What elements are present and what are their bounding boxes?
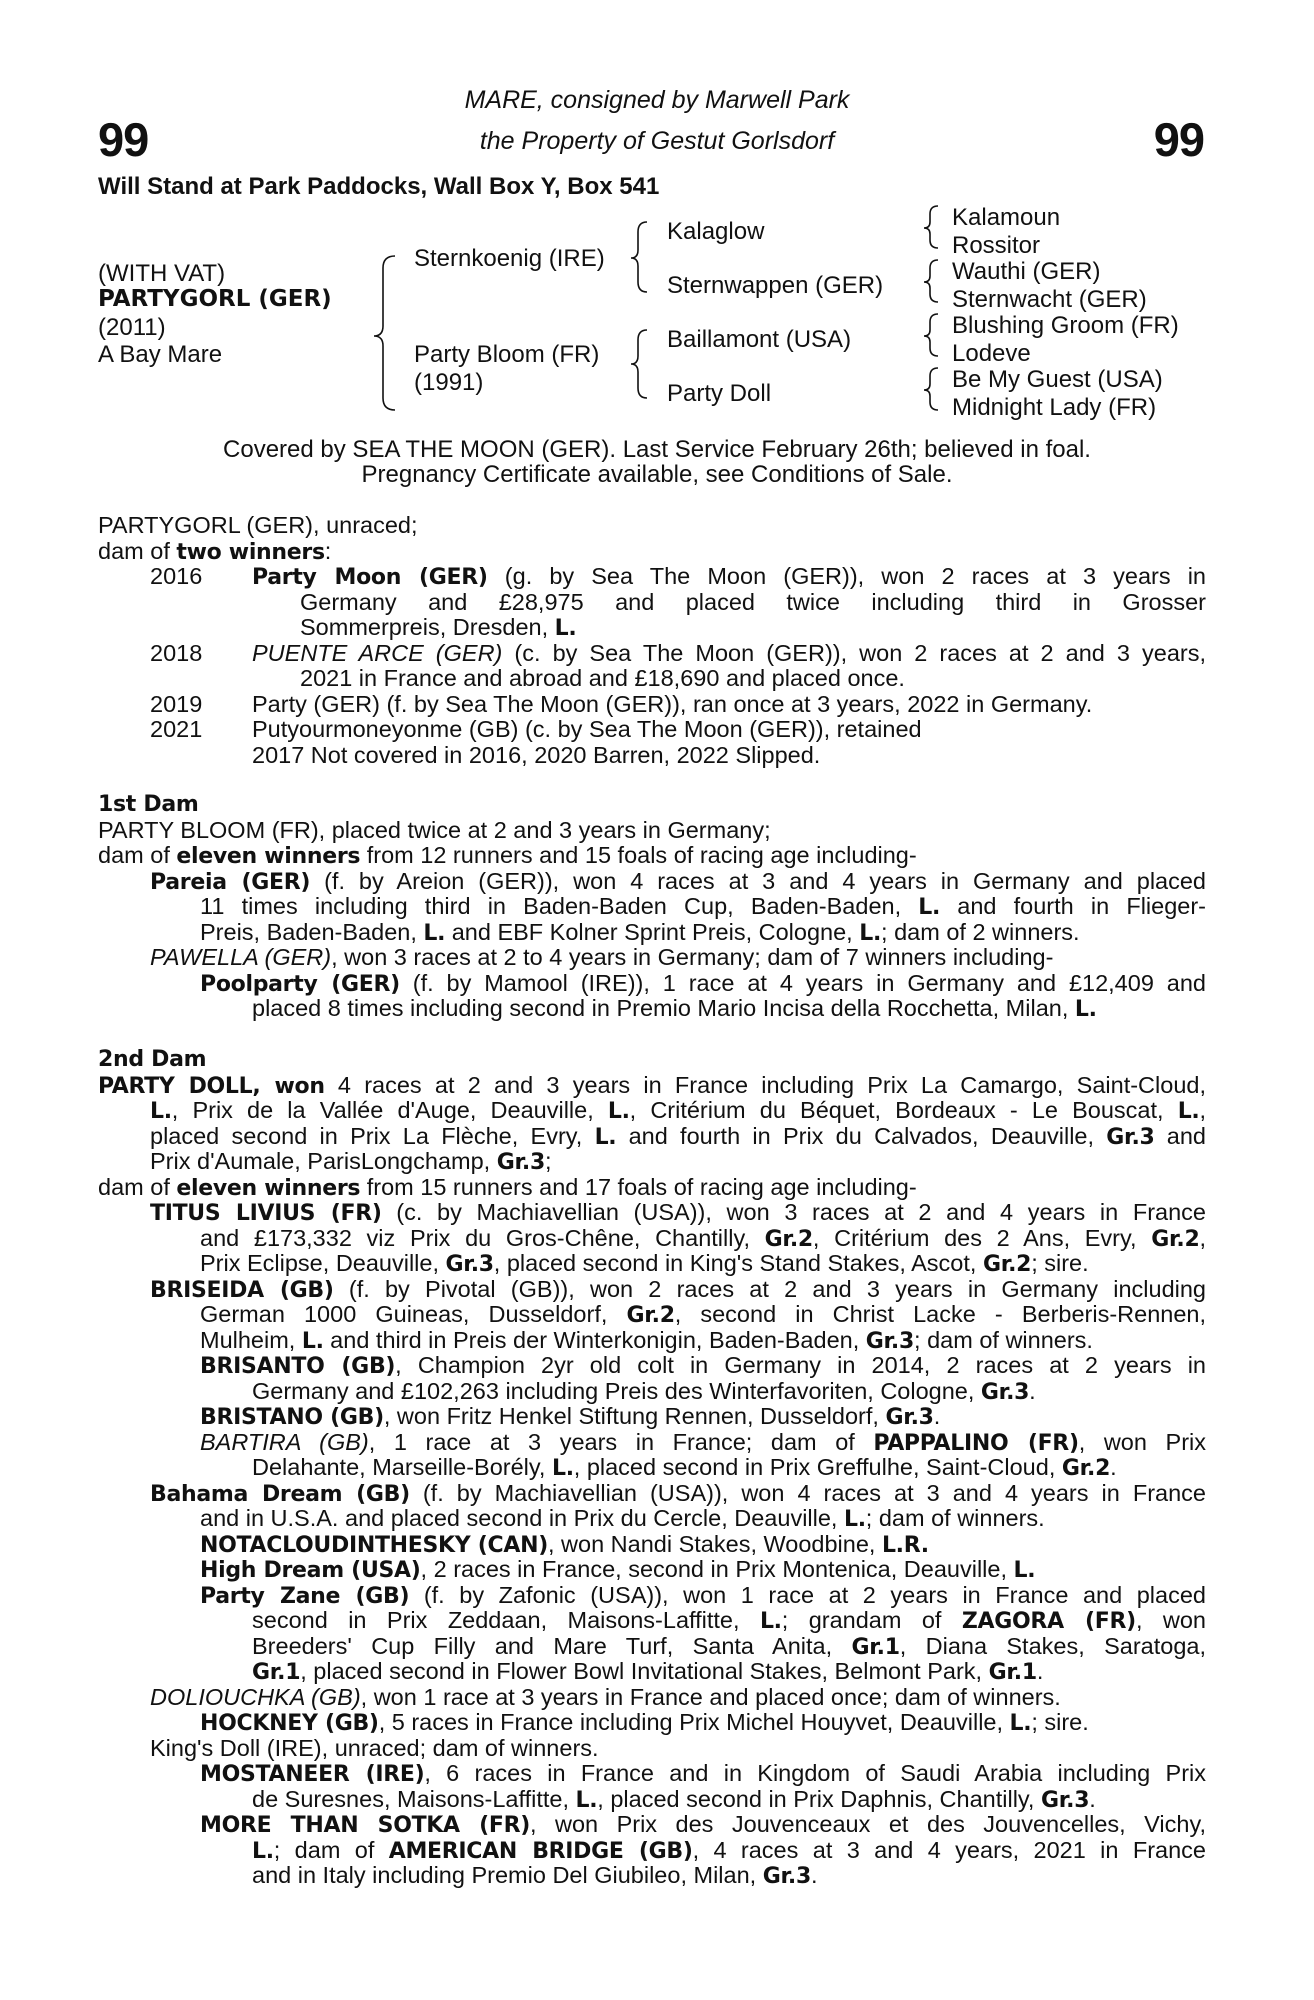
ancestor-6: Lodeve (952, 340, 1031, 367)
consignor-line: MARE, consigned by Marwell Park (464, 86, 850, 114)
produce-section: PARTYGORL (GER), unraced; dam of two winners: 2016 Party Moon (GER) (g. by Sea The Moon (GER)), won 2 races at 3 years in Germany and £28,975 and placed twice including third in Grosser Sommerpreis, Dresden, L. 2018 PUENTE ARCE (GER) (c. by Sea The Moon (GER)), won 2 races at 2 and 3 years, 2021 in France and abroad and £18,690 and placed once. 2019 Party (GER) (f. by Sea The Moon (GER)), ran once at 3 years, 2022 in Germany. 2021 Putyourmoneyonme (GB) (c. by Sea The Moon (GER)), retained 2017 Not covered in 2016, 2020 Barren, 2022 Slipped. (98, 512, 1206, 768)
dam-sire: Baillamont (USA) (667, 326, 852, 353)
produce-dam-of: dam of two winners: (98, 537, 332, 565)
ancestor-5: Blushing Groom (FR) (952, 312, 1179, 339)
dam-year: (1991) (414, 369, 484, 396)
produce-2018: 2018 PUENTE ARCE (GER) (c. by Sea The Moon (GER)), won 2 races at 2 and 3 years, (150, 639, 1206, 666)
ancestor-8: Midnight Lady (FR) (952, 394, 1157, 421)
ancestor-1: Kalamoun (952, 204, 1061, 231)
pregnancy-line: Pregnancy Certificate available, see Conditions of Sale. (361, 461, 953, 488)
produce-2016: 2016 Party Moon (GER) (g. by Sea The Moon (GER)), won 2 races at 3 years in (150, 563, 1206, 590)
stand-location: Will Stand at Park Paddocks, Wall Box Y, Box 541 (98, 173, 660, 200)
dam-dam: Party Doll (667, 380, 772, 407)
ancestor-7: Be My Guest (USA) (952, 366, 1163, 393)
ancestor-3: Wauthi (GER) (952, 258, 1101, 285)
sire-sire: Kalaglow (667, 218, 765, 245)
ancestor-4: Sternwacht (GER) (952, 286, 1147, 313)
ancestor-2: Rossitor (952, 232, 1041, 259)
property-line: the Property of Gestut Gorlsdorf (479, 127, 835, 155)
produce-name: Party Moon (GER) (252, 565, 488, 590)
lot-number-left: 99 (98, 113, 149, 166)
sire-dam: Sternwappen (GER) (667, 272, 884, 299)
horse-description: A Bay Mare (98, 341, 223, 368)
sire: Sternkoenig (IRE) (414, 245, 605, 272)
second-dam-heading: 2nd Dam (98, 1047, 207, 1072)
produce-intro: PARTYGORL (GER), unraced; (98, 512, 418, 538)
produce-footnote: 2017 Not covered in 2016, 2020 Barren, 2022 Slipped. (252, 741, 821, 768)
produce-2019: 2019 Party (GER) (f. by Sea The Moon (GER)), ran once at 3 years, 2022 in Germany. (150, 690, 1093, 717)
second-dam-section: 2nd Dam PARTY DOLL, won 4 races at 2 and 3 years in France including Prix La Camargo, Saint-Cloud, L., Prix de la Vallée d'Auge, Deauville, L., Critérium du Béquet, Bordeaux - Le Bouscat, L., placed second in Prix La Flèche, Evry, L. and fourth in Prix du Calvados, Deauville, Gr.3 and Prix d'Aumale, ParisLongchamp, Gr.3; dam of eleven winners from 15 runners and 17 foals of racing age including- TITUS LIVIUS (FR) (c. by Machiavellian (USA)), won 3 races at 2 and 4 years in France and £173,332 viz Prix du Gros-Chêne, Chantilly, Gr.2, Critérium des 2 Ans, Evry, Gr.2, Prix Eclipse, Deauville, Gr.3, placed second in King's Stand Stakes, Ascot, Gr.2; sire. BRISEIDA (GB) (f. by Pivotal (GB)), won 2 races at 2 and 3 years in Germany including German 1000 Guineas, Dusseldorf, Gr.2, second in Christ Lacke - Berberis-Rennen, Mulheim, L. and third in Preis der Winterkonigin, Baden-Baden, Gr.3; dam of winners. BRISANTO (GB), Champion 2yr old colt in Germany in 2014, 2 races at 2 years in Germany and £102,263 including Preis des Winterfavoriten, Cologne, Gr.3. BRISTANO (GB), won Fritz Henkel Stiftung Rennen, Dusseldorf, Gr.3. BARTIRA (GB), 1 race at 3 years in France; dam of PAPPALINO (FR), won Prix Delahante, Marseille-Borély, L., placed second in Prix Greffulhe, Saint-Cloud, Gr.2. Bahama Dream (GB) (f. by Machiavellian (USA)), won 4 races at 3 and 4 years in France and in U.S.A. and placed second in Prix du Cercle, Deauville, L.; dam of winners. NOTACLOUDINTHESKY (CAN), won Nandi Stakes, Woodbine, L.R. High Dream (USA), 2 races in France, second in Prix Montenica, Deauville, L. Party Zane (GB) (f. by Zafonic (USA)), won 1 race at 2 years in France and placed second in Prix Zeddaan, Maisons-Laffitte, L.; grandam of ZAGORA (FR), won Breeders' Cup Filly and Mare Turf, Santa Anita, Gr.1, Diana Stakes, Saratoga, Gr.1, placed second in Flower Bowl Invitational Stakes, Belmont Park, Gr.1. DOLIOUCHKA (GB), won 1 race at 3 years in France and placed once; dam of winners. HOCKNEY (GB), 5 races in France including Prix Michel Houyvet, Deauville, L.; sire. King's Doll (IRE), unraced; dam of winners. MOSTANEER (IRE), 6 races in France and in Kingdom of Saudi Arabia including Prix de Suresnes, Maisons-Laffitte, L., placed second in Prix Daphnis, Chantilly, Gr.3. MORE THAN SOTKA (FR), won Prix des Jouvenceaux et des Jouvencelles, Vichy, L.; dam of AMERICAN BRIDGE (GB), 4 races at 3 and 4 years, 2021 in France and in Italy including Premio Del Giubileo, Milan, Gr.3. (98, 1047, 1207, 1889)
covered-line: Covered by SEA THE MOON (GER). Last Service February 26th; believed in foal. (223, 436, 1091, 463)
first-dam-section: 1st Dam PARTY BLOOM (FR), placed twice at 2 and 3 years in Germany; dam of eleven winners from 12 runners and 15 foals of racing age including- Pareia (GER) (f. by Areion (GER)), won 4 races at 3 and 4 years in Germany and placed 11 times including third in Baden-Baden Cup, Baden-Baden, L. and fourth in Flieger- Preis, Baden-Baden, L. and EBF Kolner Sprint Preis, Cologne, L.; dam of 2 winners. PAWELLA (GER), won 3 races at 2 to 4 years in Germany; dam of 7 winners including- Poolparty (GER) (f. by Mamool (IRE)), 1 race at 4 years in Germany and £12,409 and placed 8 times including second in Premio Mario Incisa della Rocchetta, Milan, L. (98, 792, 1207, 1022)
horse-name: PARTYGORL (GER) (98, 286, 332, 312)
produce-2021: 2021 Putyourmoneyonme (GB) (c. by Sea The Moon (GER)), retained (150, 716, 922, 742)
vat-note: (WITH VAT) (98, 260, 226, 287)
horse-year: (2011) (98, 314, 166, 341)
lot-number-right: 99 (1153, 113, 1204, 166)
first-dam-heading: 1st Dam (98, 792, 199, 817)
dam: Party Bloom (FR) (414, 341, 600, 368)
